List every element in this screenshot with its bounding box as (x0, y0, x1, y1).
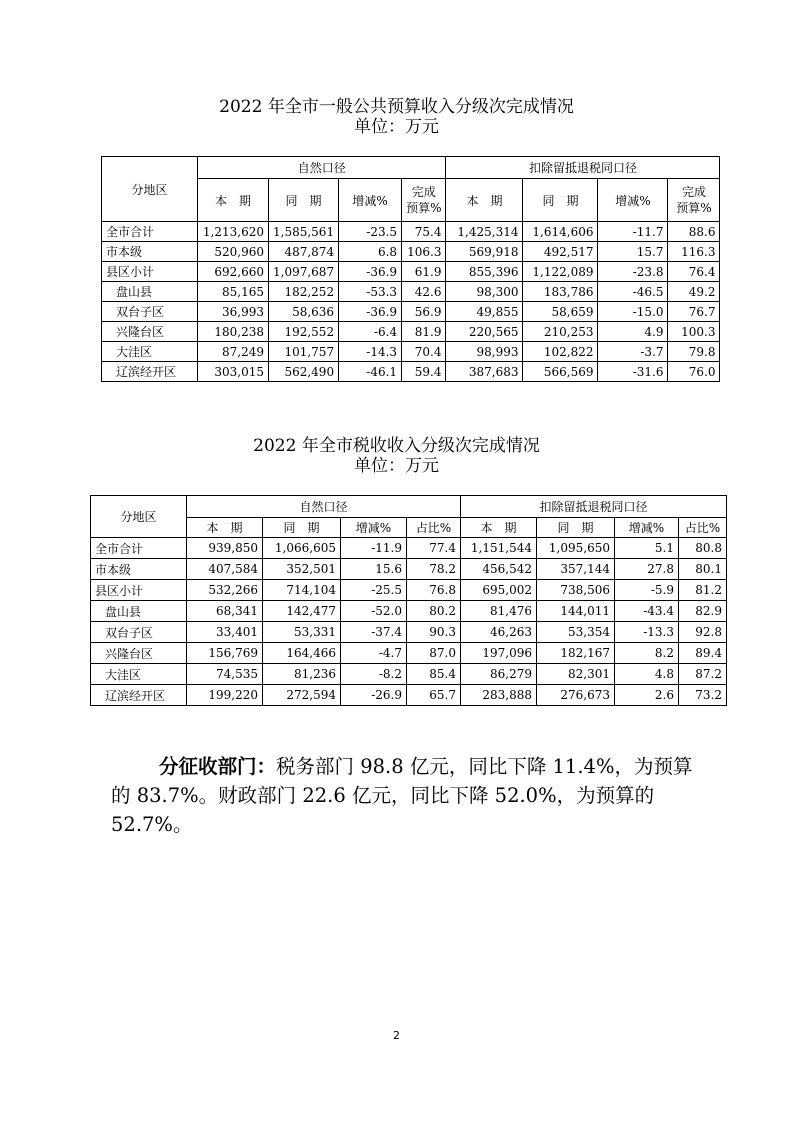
table1-title: 2022 年全市一般公共预算收入分级次完成情况 (219, 97, 574, 117)
general-budget-revenue-table (101, 156, 720, 382)
table-row: 辽滨经开区 199,220 272,594 -26.9 65.7 283,888 276,673 2.6 73.2 (91, 685, 727, 706)
region-name: 市本级 (102, 242, 198, 262)
table-row: 辽滨经开区 303,015 562,490 -46.1 59.4 387,683 566,569 -31.6 76.0 (102, 362, 720, 382)
region-name: 大洼区 (102, 342, 198, 362)
same-period-header: 同 期 (523, 179, 598, 222)
natural-caliber-header: 自然口径 (187, 496, 461, 518)
same-period-header: 同 期 (537, 518, 615, 538)
table-row: 大洼区 87,249 101,757 -14.3 70.4 98,993 102,822 -3.7 79.8 (102, 342, 720, 362)
region-name: 辽滨经开区 (91, 685, 187, 706)
table-row: 双台子区 33,401 53,331 -37.4 90.3 46,263 53,354 -13.3 92.8 (91, 622, 727, 643)
region-name: 大洼区 (91, 664, 187, 685)
table-row: 大洼区 74,535 81,236 -8.2 85.4 86,279 82,301 4.8 87.2 (91, 664, 727, 685)
region-name: 县区小计 (102, 262, 198, 282)
region-name: 盘山县 (102, 282, 198, 302)
region-name: 兴隆台区 (102, 322, 198, 342)
table-row: 市本级 407,584 352,501 15.6 78.2 456,542 357,144 27.8 80.1 (91, 559, 727, 580)
budget-completion-header: 完成 预算% (402, 179, 446, 222)
table-row: 市本级 520,960 487,874 6.8 106.3 569,918 492,517 15.7 116.3 (102, 242, 720, 262)
department-paragraph (111, 752, 701, 839)
adjusted-caliber-header: 扣除留抵退税同口径 (446, 157, 720, 179)
share-header: 占比% (407, 518, 461, 538)
table-row: 全市合计 1,213,620 1,585,561 -23.5 75.4 1,425,314 1,614,606 -11.7 88.6 (102, 222, 720, 242)
region-name: 兴隆台区 (91, 643, 187, 664)
page-number: 2 (393, 1029, 400, 1042)
region-header: 分地区 (91, 496, 187, 538)
table-row: 兴隆台区 180,238 192,552 -6.4 81.9 220,565 210,253 4.9 100.3 (102, 322, 720, 342)
current-period-header: 本 期 (198, 179, 269, 222)
tax-revenue-table (90, 495, 727, 706)
paragraph-label: 分征收部门： (159, 755, 277, 778)
paragraph-text: 税务部门 98.8 亿元，同比下降 11.4%，为预算的 83.7%。财政部门 22.6 亿元，同比下降 52.0%，为预算的 52.7%。 (111, 755, 693, 836)
same-period-header: 同 期 (269, 179, 339, 222)
current-period-header: 本 期 (446, 179, 523, 222)
current-period-header: 本 期 (461, 518, 537, 538)
region-name: 双台子区 (91, 622, 187, 643)
region-name: 全市合计 (91, 538, 187, 559)
change-header: 增减% (598, 179, 668, 222)
budget-completion-header: 完成 预算% (668, 179, 720, 222)
table2-title: 2022 年全市税收收入分级次完成情况 (253, 436, 540, 456)
region-name: 盘山县 (91, 601, 187, 622)
change-header: 增减% (339, 179, 402, 222)
region-name: 双台子区 (102, 302, 198, 322)
table2-unit: 单位：万元 (354, 456, 439, 476)
share-header: 占比% (679, 518, 727, 538)
same-period-header: 同 期 (263, 518, 341, 538)
table-row: 县区小计 692,660 1,097,687 -36.9 61.9 855,396 1,122,089 -23.8 76.4 (102, 262, 720, 282)
table-row: 全市合计 939,850 1,066,605 -11.9 77.4 1,151,544 1,095,650 5.1 80.8 (91, 538, 727, 559)
change-header: 增减% (615, 518, 679, 538)
region-name: 辽滨经开区 (102, 362, 198, 382)
adjusted-caliber-header: 扣除留抵退税同口径 (461, 496, 727, 518)
table-row: 盘山县 68,341 142,477 -52.0 80.2 81,476 144,011 -43.4 82.9 (91, 601, 727, 622)
region-name: 县区小计 (91, 580, 187, 601)
table-row: 县区小计 532,266 714,104 -25.5 76.8 695,002 738,506 -5.9 81.2 (91, 580, 727, 601)
table-row: 双台子区 36,993 58,636 -36.9 56.9 49,855 58,659 -15.0 76.7 (102, 302, 720, 322)
region-name: 全市合计 (102, 222, 198, 242)
table-row: 盘山县 85,165 182,252 -53.3 42.6 98,300 183,786 -46.5 49.2 (102, 282, 720, 302)
change-header: 增减% (341, 518, 407, 538)
natural-caliber-header: 自然口径 (198, 157, 446, 179)
table-row: 兴隆台区 156,769 164,466 -4.7 87.0 197,096 182,167 8.2 89.4 (91, 643, 727, 664)
table1-unit: 单位：万元 (354, 117, 439, 137)
current-period-header: 本 期 (187, 518, 263, 538)
region-header: 分地区 (102, 157, 198, 222)
region-name: 市本级 (91, 559, 187, 580)
